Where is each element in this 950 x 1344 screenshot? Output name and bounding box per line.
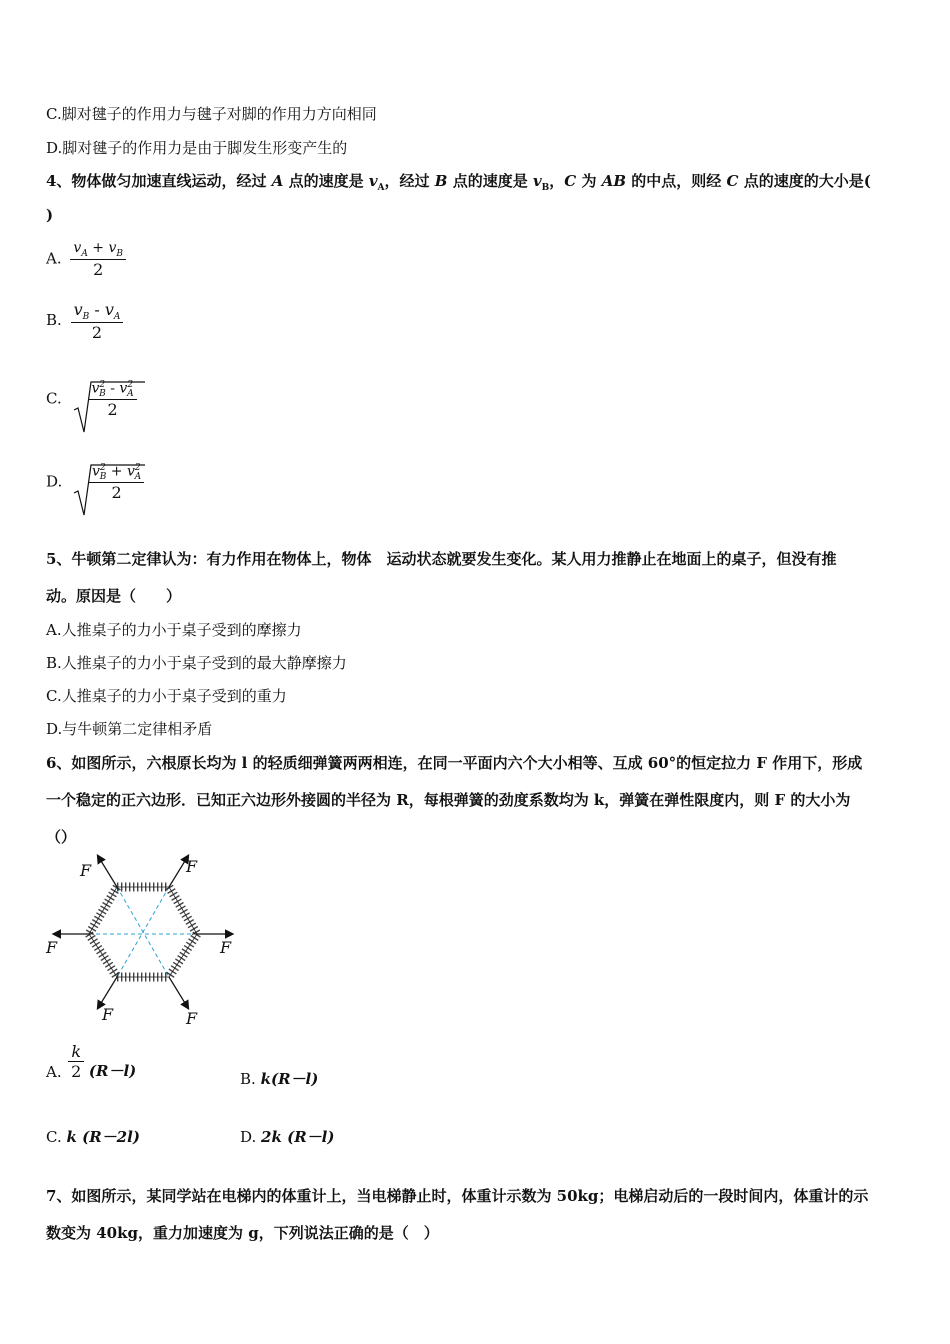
fraction-b: $\frac{v_B - v_A}{2}$	[71, 300, 124, 342]
question-4-close: )	[46, 206, 54, 224]
q6-option-a[interactable]: A. $\frac{k}{2}$ (R－l)	[46, 1042, 137, 1081]
q5-option-b[interactable]: B.人推桌子的力小于桌子受到的最大静摩擦力	[46, 654, 347, 672]
svg-text:F: F	[102, 1005, 114, 1024]
q6-option-c[interactable]: C. k (R－2l)	[46, 1128, 140, 1146]
prev-option-d: D.脚对毽子的作用力是由于脚发生形变产生的	[46, 139, 348, 157]
svg-text:F: F	[220, 938, 232, 957]
svg-text:F: F	[186, 857, 198, 876]
dashed-spokes	[89, 887, 197, 977]
svg-text:F: F	[80, 861, 92, 880]
question-7-line-2: 数变为 40kg，重力加速度为 g，下列说法正确的是（ ）	[46, 1224, 439, 1242]
q4-option-c[interactable]: C. $\frac{v^2_B - v^2_A}{2}$	[46, 380, 137, 419]
q4-option-a[interactable]: A. $\frac{v_A + v_B}{2}$	[46, 240, 126, 279]
q6-option-b[interactable]: B. k(R－l)	[240, 1070, 319, 1088]
q4-option-b[interactable]: B. $\frac{v_B - v_A}{2}$	[46, 300, 123, 342]
q5-option-c[interactable]: C.人推桌子的力小于桌子受到的重力	[46, 687, 287, 705]
question-6-line-1: 6、如图所示，六根原长均为 l 的轻质细弹簧两两相连，在同一平面内六个大小相等、互成 60°的恒定拉力 F 作用下，形成	[46, 754, 863, 772]
force-labels	[45, 857, 232, 1028]
question-6-line-3: （）	[46, 828, 77, 846]
hexagon-spring-figure	[44, 852, 244, 1036]
question-5-line-2: 动。原因是（ ）	[46, 587, 182, 605]
q5-option-d[interactable]: D.与牛顿第二定律相矛盾	[46, 720, 213, 738]
sqrt-d: $\frac{v^2_B + v^2_A}{2}$	[73, 463, 144, 502]
svg-text:F: F	[46, 938, 58, 957]
svg-text:F: F	[186, 1009, 198, 1028]
question-4-stem: 4、物体做匀加速直线运动，经过 A 点的速度是 $v_A$，经过 B 点的速度是 $v_B$，C 为 AB 的中点，则经 C 点的速度的大小是(	[46, 172, 871, 193]
q5-option-a[interactable]: A.人推桌子的力小于桌子受到的摩擦力	[46, 621, 302, 639]
question-5-line-1: 5、牛顿第二定律认为：有力作用在物体上，物体 运动状态就要发生变化。某人用力推静止在地面上的桌子，但没有推	[46, 550, 837, 568]
prev-option-c: C.脚对毽子的作用力与毽子对脚的作用力方向相同	[46, 105, 377, 123]
radical-sign-c	[73, 380, 145, 436]
fraction-k-over-2: $\frac{k}{2}$	[68, 1042, 84, 1081]
q4-option-d[interactable]: D. $\frac{v^2_B + v^2_A}{2}$	[46, 463, 144, 502]
question-6-line-2: 一个稳定的正六边形．已知正六边形外接圆的半径为 R，每根弹簧的劲度系数均为 k，弹簧在弹性限度内，则 F 的大小为	[46, 791, 851, 809]
fraction-a: $\frac{v_A + v_B}{2}$	[70, 240, 126, 279]
q6-option-d[interactable]: D. 2k (R－l)	[240, 1128, 335, 1146]
question-7-line-1: 7、如图所示，某同学站在电梯内的体重计上，当电梯静止时，体重计示数为 50kg；电梯启动后的一段时间内，体重计的示	[46, 1187, 869, 1205]
sqrt-c: $\frac{v^2_B - v^2_A}{2}$	[73, 380, 137, 419]
radical-sign-d	[73, 463, 145, 519]
